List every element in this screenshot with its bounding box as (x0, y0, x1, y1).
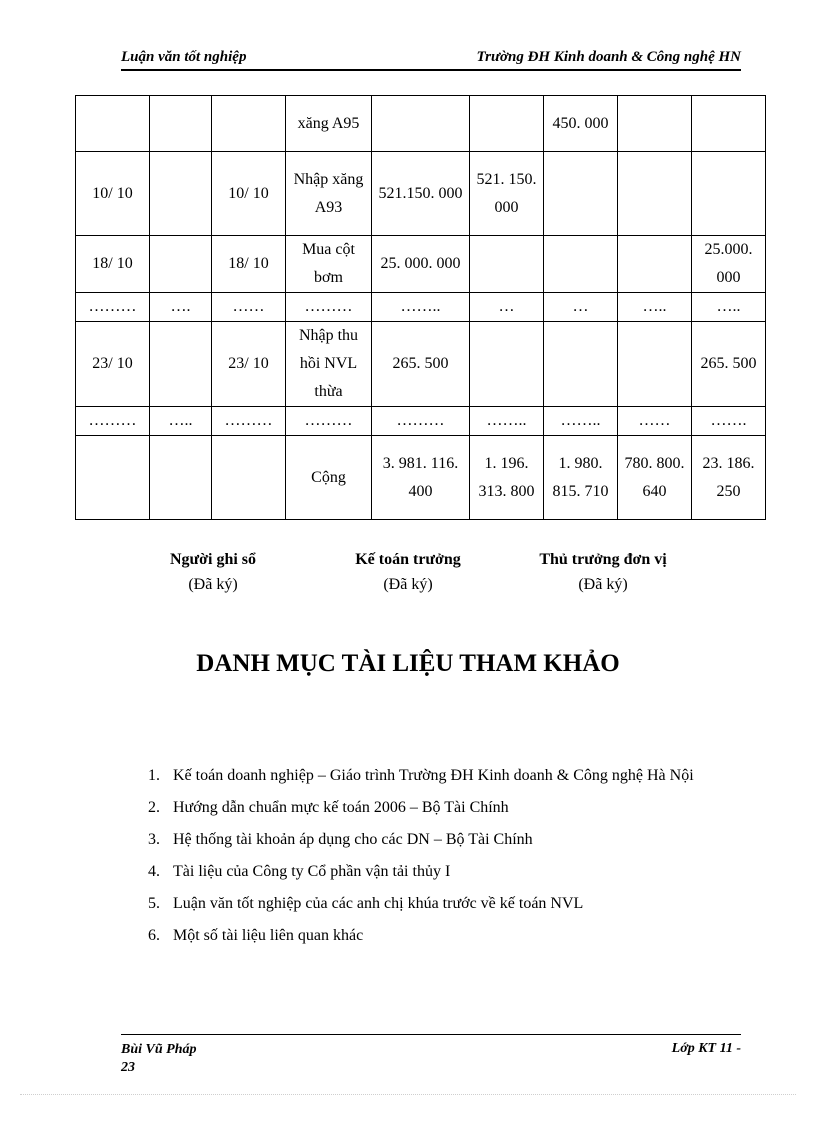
references-list (148, 760, 758, 952)
table-cell: 23/ 10 (76, 322, 150, 407)
table-cell (470, 236, 544, 293)
table-cell (470, 96, 544, 152)
table-row (76, 407, 766, 436)
table-cell: 23/ 10 (212, 322, 286, 407)
table-cell (544, 152, 618, 236)
table-cell: 25.000. 000 (692, 236, 766, 293)
table-cell (692, 152, 766, 236)
table-cell: 10/ 10 (76, 152, 150, 236)
table-cell (150, 152, 212, 236)
reference-item (148, 760, 758, 792)
table-row (76, 236, 766, 293)
reference-item (148, 824, 758, 856)
header-university: Trường ĐH Kinh doanh & Công nghệ HN (476, 49, 741, 65)
reference-number: 2. (148, 799, 160, 816)
table-cell (150, 436, 212, 520)
table-cell: ……… (286, 407, 372, 436)
table-cell: …….. (372, 293, 470, 322)
table-cell (372, 96, 470, 152)
table-cell: 265. 500 (372, 322, 470, 407)
signature-recorder (152, 549, 274, 599)
page-footer (121, 1034, 741, 1075)
reference-item (148, 792, 758, 824)
table-cell: 18/ 10 (76, 236, 150, 293)
header-thesis-title: Luận văn tốt nghiệp (121, 49, 247, 65)
table-cell: 265. 500 (692, 322, 766, 407)
reference-number: 3. (148, 831, 160, 848)
reference-item (148, 920, 758, 952)
table-cell: xăng A95 (286, 96, 372, 152)
reference-text: Hệ thống tài khoản áp dụng cho các DN – Bộ Tài Chính (173, 831, 533, 848)
references-title: DANH MỤC TÀI LIỆU THAM KHẢO (196, 650, 620, 677)
table-cell (150, 96, 212, 152)
table-cell (618, 322, 692, 407)
table-cell: ….. (618, 293, 692, 322)
table-cell: …… (618, 407, 692, 436)
reference-number: 6. (148, 927, 160, 944)
table-cell: …….. (544, 407, 618, 436)
table-cell: Nhập xăng A93 (286, 152, 372, 236)
table-cell: … (544, 293, 618, 322)
table-cell (618, 96, 692, 152)
page-bottom-divider (20, 1094, 796, 1095)
table-cell: 1. 196. 313. 800 (470, 436, 544, 520)
footer-author-block (121, 1041, 196, 1077)
reference-text: Kế toán doanh nghiệp – Giáo trình Trường ĐH Kinh doanh & Công nghệ Hà Nội (173, 767, 694, 784)
table-cell (212, 96, 286, 152)
table-row (76, 436, 766, 520)
reference-item (148, 888, 758, 920)
table-cell (544, 236, 618, 293)
table-row (76, 152, 766, 236)
table-cell (618, 152, 692, 236)
signature-title: Người ghi sổ (169, 551, 257, 568)
table-cell (76, 96, 150, 152)
table-row (76, 322, 766, 407)
table-cell: ……… (372, 407, 470, 436)
table-cell (212, 436, 286, 520)
signature-chief-accountant (338, 549, 478, 599)
table-cell (692, 96, 766, 152)
signature-unit-head (520, 549, 686, 599)
table-cell: 10/ 10 (212, 152, 286, 236)
signature-status: (Đã ký) (578, 576, 628, 593)
table-row (76, 293, 766, 322)
reference-number: 1. (148, 767, 160, 784)
table-cell: …….. (470, 407, 544, 436)
footer-page-number: 23 (121, 1060, 135, 1075)
table-cell: ……. (692, 407, 766, 436)
table-cell: ….. (692, 293, 766, 322)
page-header (121, 47, 741, 71)
table-cell: ……… (76, 293, 150, 322)
table-cell (76, 436, 150, 520)
table-cell: ……… (286, 293, 372, 322)
table-cell: 25. 000. 000 (372, 236, 470, 293)
table-cell: ……… (76, 407, 150, 436)
table-cell (150, 322, 212, 407)
table-cell: ….. (150, 407, 212, 436)
table-cell (618, 236, 692, 293)
footer-class: Lớp KT 11 - (671, 1041, 741, 1056)
signature-title: Kế toán trưởng (355, 551, 461, 568)
table-cell: 521. 150. 000 (470, 152, 544, 236)
reference-item (148, 856, 758, 888)
signature-status: (Đã ký) (188, 576, 238, 593)
table-cell: 450. 000 (544, 96, 618, 152)
table-cell: …… (212, 293, 286, 322)
table-cell: 1. 980. 815. 710 (544, 436, 618, 520)
table-cell: Mua cột bơm (286, 236, 372, 293)
table-cell: 780. 800. 640 (618, 436, 692, 520)
reference-number: 5. (148, 895, 160, 912)
table-cell: 23. 186. 250 (692, 436, 766, 520)
reference-number: 4. (148, 863, 160, 880)
reference-text: Luận văn tốt nghiệp của các anh chị khúa trước về kế toán NVL (173, 895, 584, 912)
signature-status: (Đã ký) (383, 576, 433, 593)
table-cell (544, 322, 618, 407)
reference-text: Tài liệu của Công ty Cổ phần vận tải thủy I (173, 863, 451, 880)
table-cell: ……… (212, 407, 286, 436)
table-cell: Cộng (286, 436, 372, 520)
table-cell: Nhập thu hồi NVL thừa (286, 322, 372, 407)
table-cell: 18/ 10 (212, 236, 286, 293)
table-cell (150, 236, 212, 293)
signature-title: Thủ trưởng đơn vị (539, 551, 667, 568)
table-cell (470, 322, 544, 407)
table-row (76, 96, 766, 152)
footer-author: Bùi Vũ Pháp (121, 1042, 197, 1057)
table-cell: 3. 981. 116. 400 (372, 436, 470, 520)
reference-text: Một số tài liệu liên quan khác (173, 927, 364, 944)
table-cell: … (470, 293, 544, 322)
table-cell: 521.150. 000 (372, 152, 470, 236)
ledger-table (75, 95, 766, 520)
reference-text: Hướng dẫn chuẩn mực kế toán 2006 – Bộ Tài Chính (173, 799, 509, 816)
table-cell: …. (150, 293, 212, 322)
